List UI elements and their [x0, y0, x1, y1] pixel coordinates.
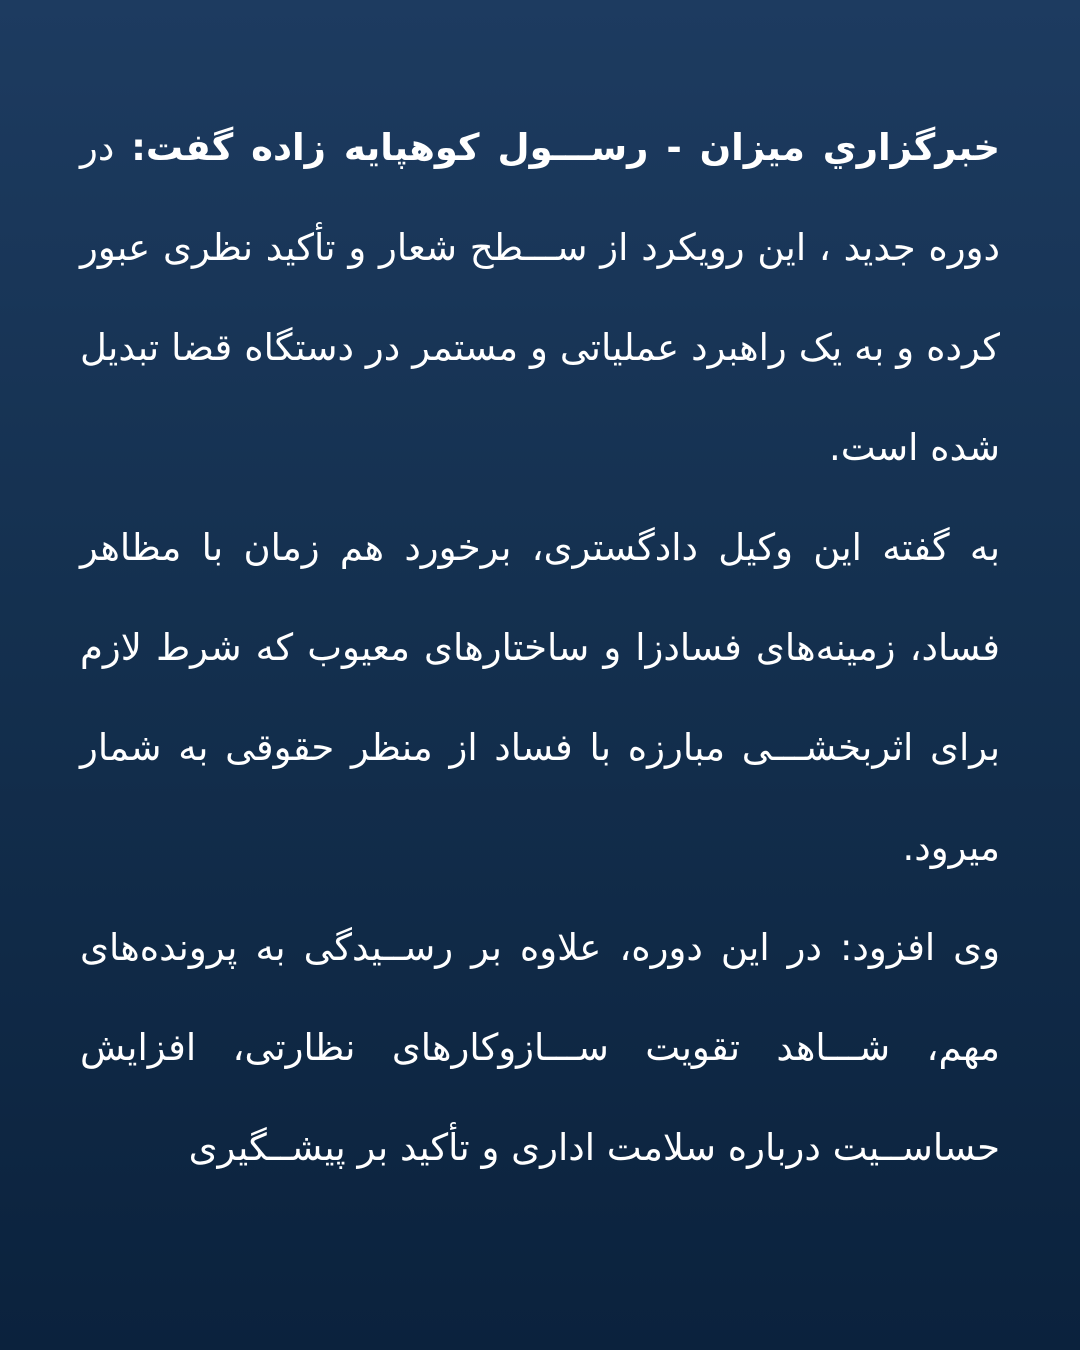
paragraph-2-text: به گفته این وکیل دادگستری، برخورد هم زمان با مظاهر فساد، زمینه‌های فسادزا و ساختارهای معیوب که شرط لازم برای اثربخشـــی مبارزه با فساد از منظر حقوقی به شمار میرود. — [80, 526, 1000, 869]
paragraph-1 — [80, 98, 1000, 498]
paragraph-2 — [80, 498, 1000, 898]
paragraph-3-text: وی افزود: در این دوره، علاوه بر رســیدگی به پرونده‌های مهم، شـــاهد تقویت ســـازوکارهای نظارتی، افزایش حساســیت درباره سلامت اداری و تأکید بر پیشــگیری — [80, 926, 1000, 1169]
paragraph-3 — [80, 898, 1000, 1198]
article-body — [80, 98, 1000, 1198]
paragraph-1-text: در دوره جدید ، این رویکرد از ســـطح شعار و تأکید نظری عبور کرده و به یک راهبرد عملیاتی و مستمر در دستگاه قضا تبدیل شده است. — [80, 126, 1000, 469]
paragraph-1-lead: خبرگزاري ميزان - رســـول کوهپایه زاده گفت: — [131, 126, 1000, 169]
